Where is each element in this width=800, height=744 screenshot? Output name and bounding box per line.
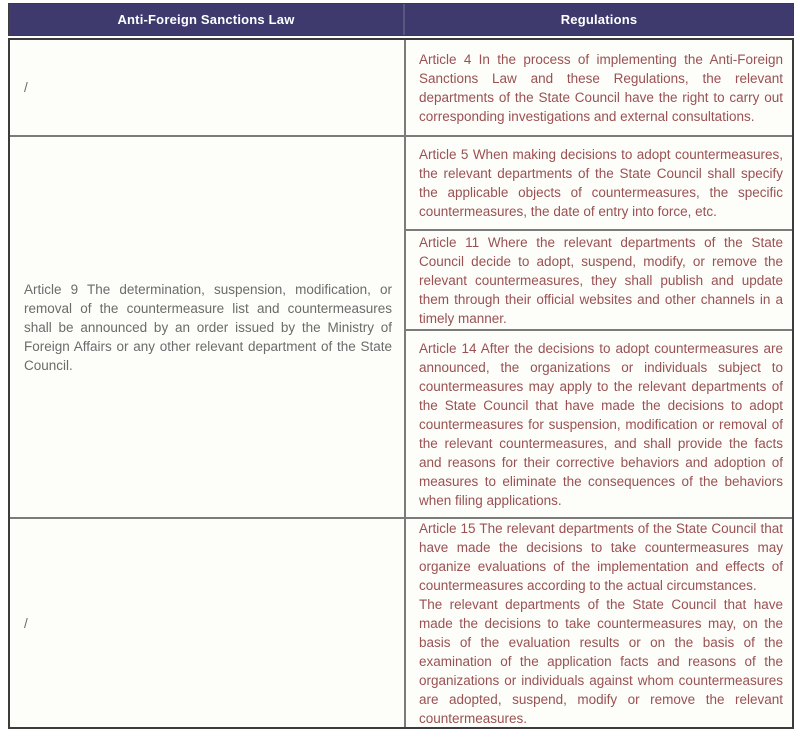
article14-text: Article 14 After the decisions to adopt countermeasures are announced, the organizations or individuals subject to countermeasures may apply to the relevant departments of the State Council that have made the decisions to adopt countermeasures for suspension, modification or removal of the relevant countermeasures, and shall provide the facts and reasons for their corrective behaviors and adoption of measures to eliminate the consequences of the behaviors when filing applications. <box>419 341 783 508</box>
article15-paragraph-2: The relevant departments of the State Council that have made the decisions to take countermeasures may, on the basis of the evaluation results or on the basis of the examination of the application facts and reasons of the organizations or individuals against whom countermeasures are adopted, suspend, modify or remove the relevant countermeasures. <box>419 596 783 726</box>
article15-paragraph-1: Article 15 The relevant departments of the State Council that have made the decisions to take countermeasures may organize evaluations of the implementation and effects of countermeasures according to the actual circumstances. <box>419 520 783 593</box>
table-row-article4 <box>10 40 792 135</box>
article5-text: Article 5 When making decisions to adopt countermeasures, the relevant departments of the State Council shall specify the applicable objects of countermeasures, the specific countermeasures, the date of entry into force, etc. <box>419 147 783 219</box>
table-row-article9 <box>10 135 792 517</box>
regulation-cell-article11 <box>406 229 792 329</box>
table-header-row <box>8 3 794 36</box>
law-cell-empty-1 <box>10 40 406 135</box>
regulation-cell-article15 <box>406 519 792 727</box>
regulation-cell-article4 <box>406 40 792 135</box>
law-cell-article9 <box>10 137 406 517</box>
article11-text: Article 11 Where the relevant departments of the State Council decide to adopt, suspend, modify, or remove the relevant countermeasures, they shall publish and update them through their official websites and other channels in a timely manner. <box>419 234 783 326</box>
table-body <box>8 38 794 729</box>
law-cell-empty-2 <box>10 519 406 727</box>
article4-text: Article 4 In the process of implementing the Anti-Foreign Sanctions Law and these Regulations, the relevant departments of the State Council have the right to carry out corresponding investigations and external consultations. <box>419 51 783 124</box>
article9-text: Article 9 The determination, suspension, modification, or removal of the countermeasure list and countermeasures shall be announced by an order issued by the Ministry of Foreign Affairs or any other relevant department of the State Council. <box>24 281 392 373</box>
placeholder-slash: / <box>24 80 28 95</box>
placeholder-slash: / <box>24 615 28 631</box>
regulation-cell-article5 <box>406 137 792 229</box>
header-cell-regulations: Regulations <box>560 12 638 27</box>
regulation-subcells <box>406 137 792 517</box>
regulation-cell-article14 <box>406 329 792 518</box>
table-row-article15 <box>10 517 792 727</box>
comparison-table <box>8 3 794 729</box>
header-cell-anti-foreign-sanctions-law: Anti-Foreign Sanctions Law <box>9 4 405 35</box>
